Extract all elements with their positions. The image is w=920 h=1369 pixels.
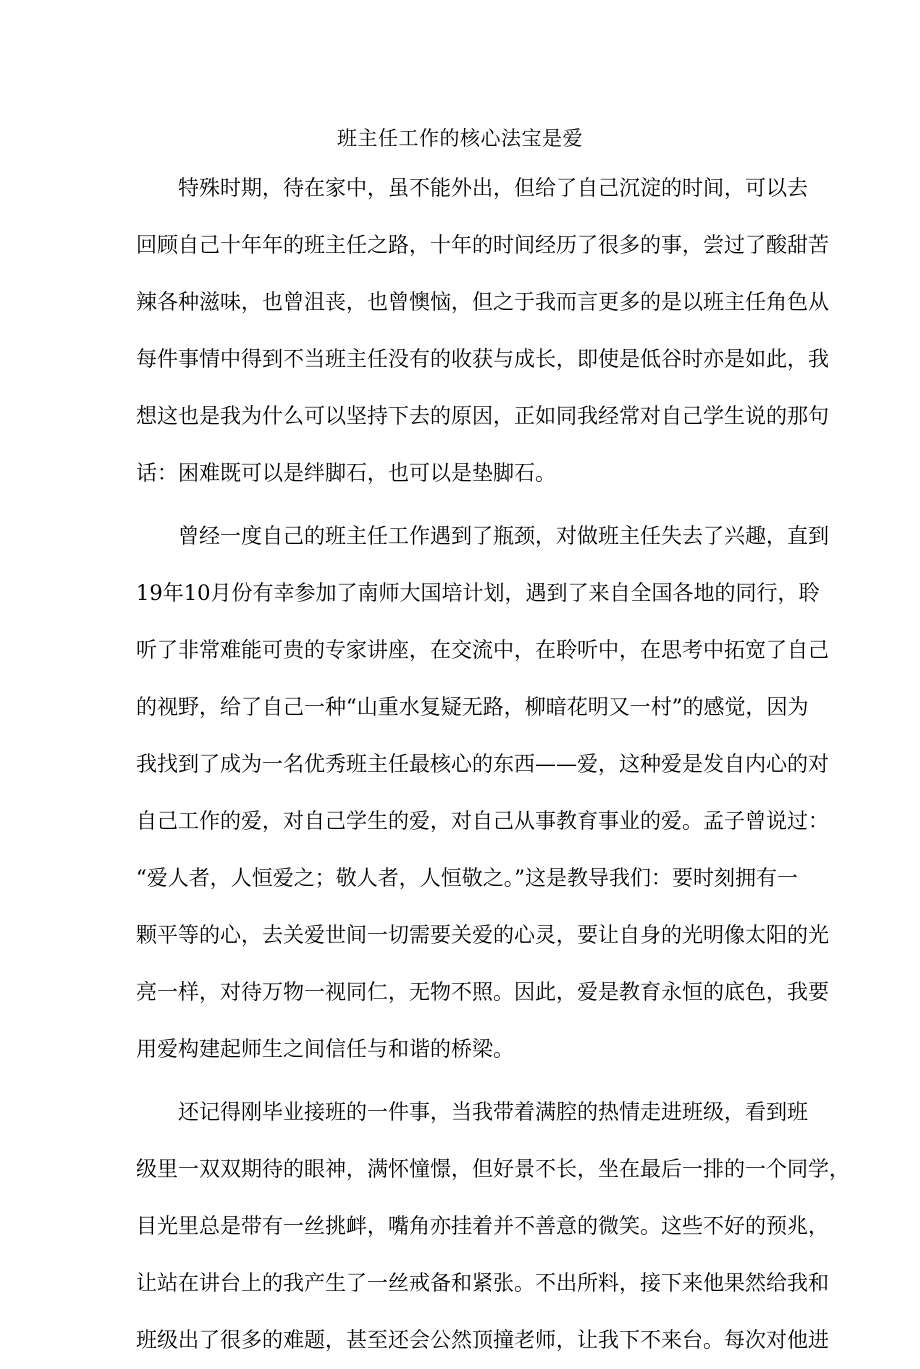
paragraph [136, 1084, 850, 1369]
text-line: 还记得刚毕业接班的一件事，当我带着满腔的热情走进班级，看到班 [178, 1100, 808, 1124]
text-line: 颗平等的心，去关爱世间一切需要关爱的心灵，要让自身的光明像太阳的光 [136, 923, 829, 947]
text-line: 自己工作的爱，对自己学生的爱，对自己从事教育事业的爱。孟子曾说过： [136, 809, 829, 833]
text-line: 级里一双双期待的眼神，满怀憧憬，但好景不长，坐在最后一排的一个同学， [136, 1157, 850, 1181]
text-line: 的视野，给了自己一种“山重水复疑无路，柳暗花明又一村”的感觉，因为 [136, 695, 809, 719]
text-line: “爱人者，人恒爱之；敬人者，人恒敬之。”这是教导我们：要时刻拥有一 [136, 866, 798, 890]
text-line: 话：困难既可以是绊脚石，也可以是垫脚石。 [136, 461, 556, 485]
paragraph [136, 160, 829, 502]
text-line: 回顾自己十年年的班主任之路，十年的时间经历了很多的事，尝过了酸甜苦 [136, 233, 829, 257]
text-line: 曾经一度自己的班主任工作遇到了瓶颈，对做班主任失去了兴趣，直到 [178, 524, 829, 548]
document-title: 班主任工作的核心法宝是爱 [337, 126, 583, 150]
text-line: 想这也是我为什么可以坚持下去的原因，正如同我经常对自己学生说的那句 [136, 404, 829, 428]
text-line: 辣各种滋味，也曾沮丧，也曾懊恼，但之于我而言更多的是以班主任角色从 [136, 290, 829, 314]
paragraph [136, 508, 829, 1078]
text-line: 让站在讲台上的我产生了一丝戒备和紧张。不出所料，接下来他果然给我和 [136, 1271, 829, 1295]
text-line: 班级出了很多的难题，甚至还会公然顶撞老师，让我下不来台。每次对他进 [136, 1328, 829, 1352]
text-line: 目光里总是带有一丝挑衅，嘴角亦挂着并不善意的微笑。这些不好的预兆， [136, 1214, 829, 1238]
text-line: 亮一样，对待万物一视同仁，无物不照。因此，爱是教育永恒的底色，我要 [136, 980, 829, 1004]
text-line: 听了非常难能可贵的专家讲座，在交流中，在聆听中，在思考中拓宽了自己 [136, 638, 829, 662]
text-line: 我找到了成为一名优秀班主任最核心的东西——爱，这种爱是发自内心的对 [136, 752, 829, 776]
text-line: 每件事情中得到不当班主任没有的收获与成长，即使是低谷时亦是如此，我 [136, 347, 829, 371]
text-line: 特殊时期，待在家中，虽不能外出，但给了自己沉淀的时间，可以去 [178, 176, 808, 200]
document-body [136, 160, 850, 1369]
text-line: 用爱构建起师生之间信任与和谐的桥梁。 [136, 1037, 514, 1061]
text-line: 19年10月份有幸参加了南师大国培计划，遇到了来自全国各地的同行，聆 [136, 581, 820, 605]
